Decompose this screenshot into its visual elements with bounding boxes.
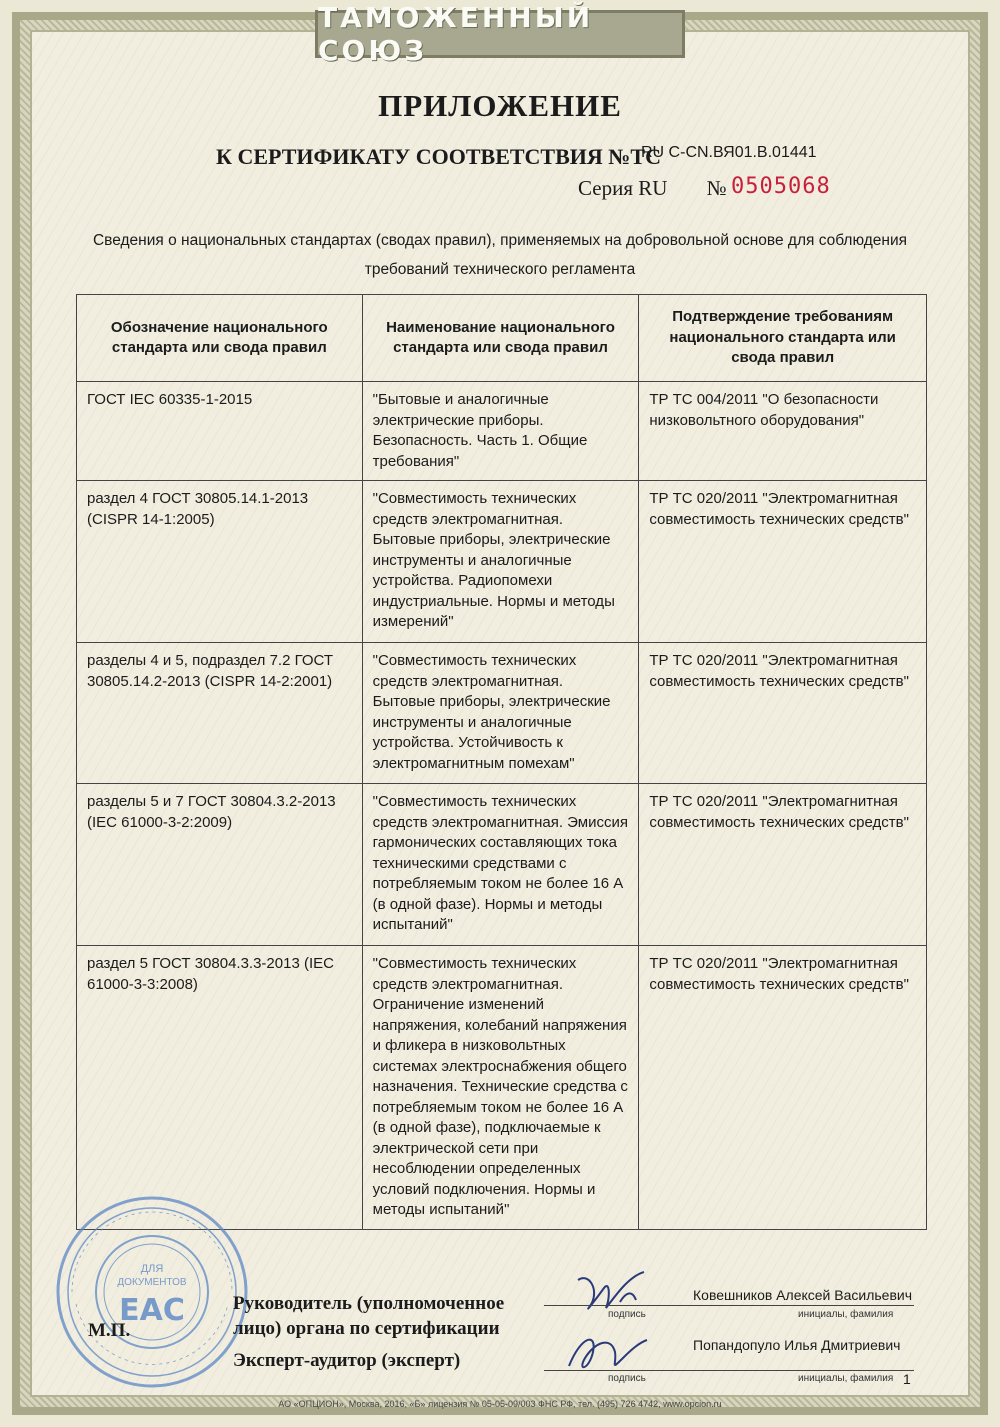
head-sign-caption: подпись	[608, 1309, 646, 1320]
series-label	[578, 176, 727, 201]
intro-text	[70, 226, 930, 284]
expert-label: Эксперт-аудитор (эксперт)	[233, 1350, 461, 1371]
head-name: Ковешников Алексей Васильевич	[693, 1287, 913, 1303]
expert-name: Попандопуло Илья Дмитриевич	[693, 1337, 901, 1353]
printer-footer: АО «ОПЦИОН», Москва, 2016, «Б» лицензия № 05-05-09/003 ФНС РФ, тел. (495) 726 4742, www.opcion.ru	[278, 1399, 722, 1409]
header-confirmation: Подтверждение требованиям национального стандарта или свода правил	[639, 295, 927, 382]
stamp-center-top: ДЛЯ	[140, 1263, 164, 1275]
number-sign: №	[706, 176, 727, 200]
mp-label: М.П.	[88, 1320, 131, 1341]
table-row	[77, 481, 927, 643]
eac-mark: EAC	[119, 1293, 185, 1328]
head-label-line-2: лицо) органа по сертификации	[233, 1318, 500, 1339]
expert-signature	[555, 1322, 655, 1380]
cell-confirmation: ТР ТС 020/2011 "Электромагнитная совместимость технических средств"	[639, 481, 927, 643]
expert-initials-caption: инициалы, фамилия	[798, 1373, 894, 1384]
table-row	[77, 382, 927, 481]
table-row	[77, 784, 927, 946]
page-number: 1	[903, 1371, 911, 1387]
cell-designation: разделы 4 и 5, подраздел 7.2 ГОСТ 30805.14.2-2013 (CISPR 14-2:2001)	[77, 643, 363, 784]
page-title: ПРИЛОЖЕНИЕ	[378, 88, 622, 123]
certificate-number: RU C-CN.ВЯ01.В.01441	[641, 144, 817, 161]
certification-stamp	[52, 1192, 252, 1392]
cell-designation: раздел 5 ГОСТ 30804.3.3-2013 (IEC 61000-3-3:2008)	[77, 946, 363, 1230]
standards-table	[76, 294, 927, 1230]
table-row	[77, 946, 927, 1230]
cell-name: "Совместимость технических средств электромагнитная. Бытовые приборы, электрические инструменты и аналогичные устройства. Радиопомехи индустриальные. Нормы и методы измерений"	[362, 481, 639, 643]
intro-line-1: Сведения о национальных стандартах (сводах правил), применяемых на добровольной основе для соблюдения	[92, 232, 908, 249]
cell-confirmation: ТР ТС 020/2011 "Электромагнитная совместимость технических средств"	[639, 946, 927, 1230]
expert-signature-line	[544, 1370, 914, 1371]
cell-name: "Совместимость технических средств электромагнитная. Бытовые приборы, электрические инструменты и аналогичные устройства. Устойчивость к электромагнитным помехам"	[362, 643, 639, 784]
cell-designation: разделы 5 и 7 ГОСТ 30804.3.2-2013 (IEC 61000-3-2:2009)	[77, 784, 363, 946]
cell-name: "Совместимость технических средств электромагнитная. Эмиссия гармонических составляющих тока техническими средствами с потребляемым током не более 16 А (в одной фазе). Нормы и методы испытаний"	[362, 784, 639, 946]
series-text: Серия RU	[578, 176, 668, 200]
cell-designation: ГОСТ IEC 60335-1-2015	[77, 382, 363, 481]
customs-union-banner	[315, 1, 685, 67]
series-number: 0505068	[731, 174, 831, 199]
expert-sign-caption: подпись	[608, 1373, 646, 1384]
certificate-subtitle: К СЕРТИФИКАТУ СООТВЕТСТВИЯ №ТС	[216, 144, 661, 169]
table-row	[77, 643, 927, 784]
header-designation: Обозначение национального стандарта или свода правил	[77, 295, 363, 382]
cell-confirmation: ТР ТС 020/2011 "Электромагнитная совместимость технических средств"	[639, 643, 927, 784]
cell-confirmation: ТР ТС 020/2011 "Электромагнитная совместимость технических средств"	[639, 784, 927, 946]
banner-text: ТАМОЖЕННЫЙ СОЮЗ	[318, 1, 594, 67]
cell-name: "Бытовые и аналогичные электрические приборы. Безопасность. Часть 1. Общие требования"	[362, 382, 639, 481]
cell-name: "Совместимость технических средств электромагнитная. Ограничение изменений напряжения, колебаний напряжения и фликера в низковольтных системах электроснабжения общего назначения. Технические средства с потребляемым током не более 16 А (в одной фазе), подключаемые к электрической сети при несоблюдении определенных условий подключения. Нормы и методы испытаний"	[362, 946, 639, 1230]
table-header-row	[77, 295, 927, 382]
intro-line-2: требований технического регламента	[364, 261, 636, 278]
cell-confirmation: ТР ТС 004/2011 "О безопасности низковольтного оборудования"	[639, 382, 927, 481]
cell-designation: раздел 4 ГОСТ 30805.14.1-2013 (CISPR 14-1:2005)	[77, 481, 363, 643]
header-name: Наименование национального стандарта или свода правил	[362, 295, 639, 382]
stamp-center-bottom: ДОКУМЕНТОВ	[117, 1277, 187, 1288]
head-label-line-1: Руководитель (уполномоченное	[233, 1293, 505, 1314]
head-signature-line	[544, 1305, 914, 1306]
head-initials-caption: инициалы, фамилия	[798, 1309, 894, 1320]
